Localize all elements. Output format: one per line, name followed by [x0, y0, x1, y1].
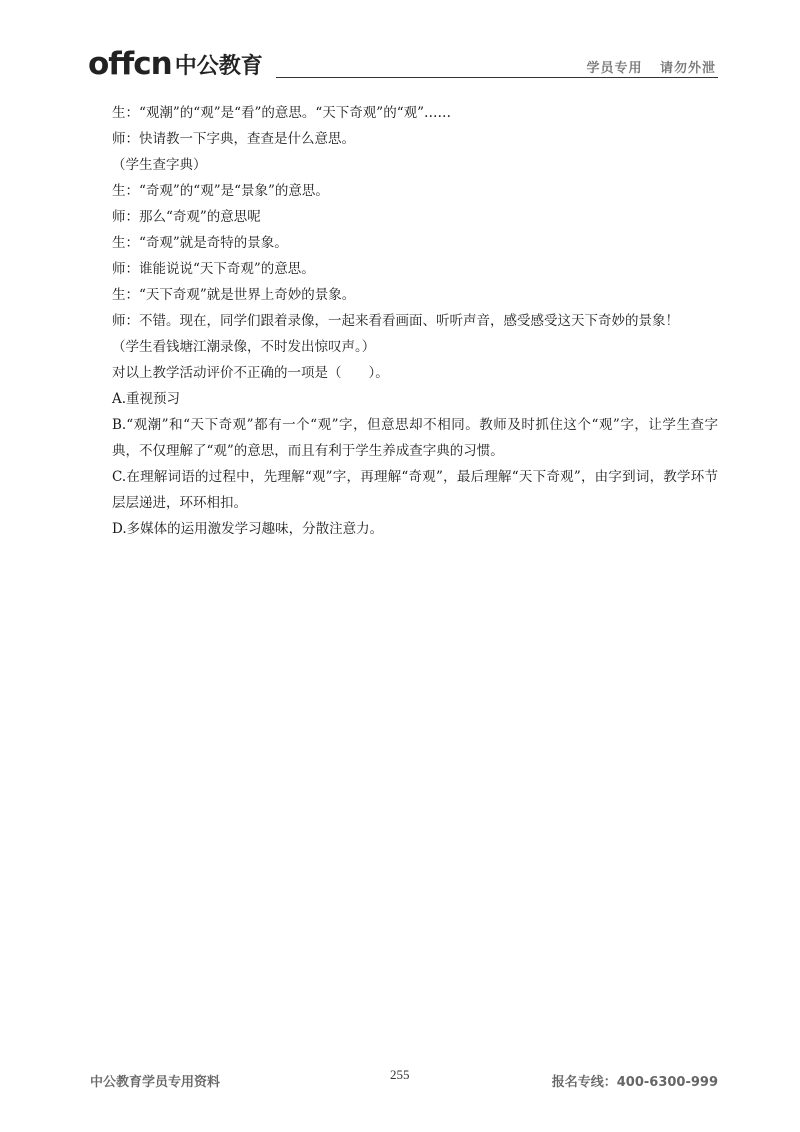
student-only-tag: 学员专用	[586, 61, 643, 76]
header-rule	[276, 77, 718, 78]
logo-cjk-text: 中公教育	[174, 54, 263, 79]
option-c: C.在理解词语的过程中，先理解“观”字，再理解“奇观”，最后理解“天下奇观”，由字到词，教学环节层层递进，环环相扣。	[112, 469, 718, 511]
dialogue-line: 生：“奇观”的“观”是“景象”的意思。	[112, 183, 329, 199]
dialogue-line: 生：“奇观”就是奇特的景象。	[112, 235, 288, 251]
dialogue-line: 师：不错。现在，同学们跟着录像，一起来看看画面、听听声音，感受感受这天下奇妙的景象！	[112, 313, 679, 329]
question-stem: 对以上教学活动评价不正确的一项是（ ）。	[112, 365, 389, 381]
page-header	[88, 46, 718, 80]
stage-direction: （学生看钱塘江潮录像，不时发出惊叹声。）	[112, 339, 376, 355]
footer-source: 中公教育学员专用资料	[90, 1075, 221, 1090]
footer-hotline: 报名专线：400-6300-999	[551, 1075, 718, 1090]
stage-direction: （学生查字典）	[112, 157, 207, 173]
page-footer	[90, 1067, 718, 1091]
header-tags	[586, 57, 716, 76]
option-a: A.重视预习	[112, 391, 181, 407]
dialogue-line: 师：快请教一下字典，查查是什么意思。	[112, 131, 355, 147]
offcn-logo	[88, 46, 263, 80]
option-d: D.多媒体的运用激发学习趣味，分散注意力。	[112, 521, 384, 537]
page-number: 255	[390, 1067, 410, 1082]
dialogue-line: 师：谁能说说“天下奇观”的意思。	[112, 261, 315, 277]
dialogue-line: 生：“天下奇观”就是世界上奇妙的景象。	[112, 287, 356, 303]
dialogue-line: 师：那么“奇观”的意思呢	[112, 209, 261, 225]
option-b: B.“观潮”和“天下奇观”都有一个“观”字，但意思却不相同。教师及时抓住这个“观”字，让学生查字典，不仅理解了“观”的意思，而且有利于学生养成查字典的习惯。	[112, 417, 718, 459]
document-body	[112, 100, 718, 542]
dialogue-line: 生：“观潮”的“观”是“看”的意思。“天下奇观”的“观”……	[112, 105, 452, 121]
logo-latin-text: offcn	[88, 46, 172, 82]
confidential-tag: 请勿外泄	[659, 61, 716, 76]
